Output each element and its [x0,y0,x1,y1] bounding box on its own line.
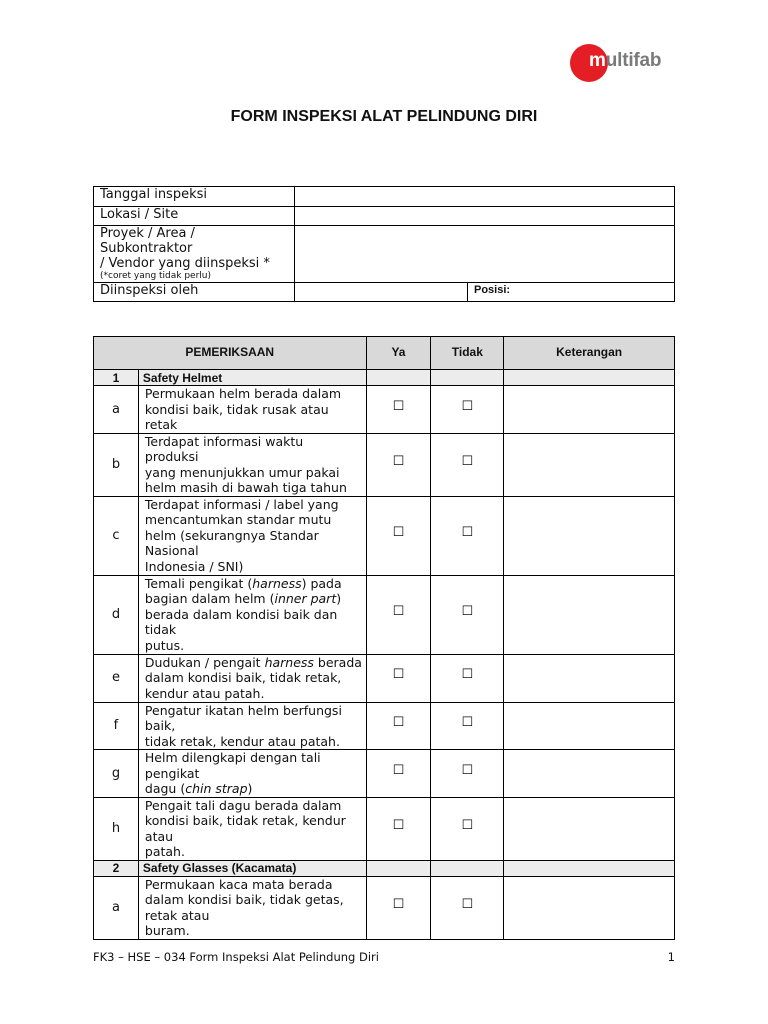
item-text: Terdapat informasi / label yang mencantumkan standar mutu helm (sekurangnya Standar Nasional Indonesia / SNI) [138,496,366,575]
item-text: Pengait tali dagu berada dalam kondisi baik, tidak retak, kendur atau patah. [138,797,366,860]
label-proyek-line2: Subkontraktor [100,241,193,256]
header-tidak: Tidak [431,337,504,370]
keterangan-cell[interactable] [504,433,675,496]
item-letter: e [94,654,139,702]
logo-text-rest: ultifab [605,50,662,71]
item-letter: d [94,575,139,654]
item-text: Permukaan helm berada dalam kondisi baik, tidak rusak atau retak [138,386,366,434]
tidak-checkbox[interactable]: ☐ [431,575,504,654]
item-letter: a [94,386,139,434]
field-diinspeksi[interactable] [295,283,468,302]
item-text: Temali pengikat (harness) pada bagian dalam helm (inner part) berada dalam kondisi baik dan tidak putus. [138,575,366,654]
label-proyek-line3: / Vendor yang diinspeksi * [100,256,270,271]
tidak-checkbox[interactable]: ☐ [431,386,504,434]
item-text: Terdapat informasi waktu produksi yang menunjukkan umur pakai helm masih di bawah tiga tahun [138,433,366,496]
logo-text [589,50,661,72]
item-letter: h [94,797,139,860]
keterangan-cell[interactable] [504,797,675,860]
ya-checkbox[interactable]: ☐ [366,750,431,798]
label-proyek-line1: Proyek / Area / [100,226,195,241]
section-title: Safety Helmet [138,370,366,386]
ya-checkbox[interactable]: ☐ [366,876,431,939]
item-letter: b [94,433,139,496]
section-row [94,860,675,876]
section-title: Safety Glasses (Kacamata) [138,860,366,876]
ya-checkbox[interactable]: ☐ [366,575,431,654]
item-letter: a [94,876,139,939]
footer-page-number: 1 [667,950,675,964]
keterangan-cell[interactable] [504,386,675,434]
logo-text-first: m [589,50,606,71]
item-letter: c [94,496,139,575]
ya-checkbox[interactable]: ☐ [366,797,431,860]
label-diinspeksi: Diinspeksi oleh [94,283,295,302]
label-lokasi: Lokasi / Site [94,207,295,226]
footer-document-code: FK3 – HSE – 034 Form Inspeksi Alat Pelindung Diri [93,950,379,964]
header-pemeriksaan: PEMERIKSAAN [94,337,367,370]
tidak-checkbox[interactable]: ☐ [431,496,504,575]
form-title: FORM INSPEKSI ALAT PELINDUNG DIRI [230,108,538,125]
table-row [94,654,675,702]
keterangan-cell[interactable] [504,876,675,939]
field-tanggal[interactable] [295,187,675,207]
table-row [94,876,675,939]
table-row [94,797,675,860]
table-row [94,496,675,575]
ya-checkbox[interactable]: ☐ [366,496,431,575]
keterangan-cell[interactable] [504,654,675,702]
ya-checkbox[interactable]: ☐ [366,433,431,496]
ya-checkbox[interactable]: ☐ [366,654,431,702]
tidak-checkbox[interactable]: ☐ [431,797,504,860]
keterangan-cell[interactable] [504,702,675,750]
keterangan-cell[interactable] [504,496,675,575]
page-footer [93,950,675,964]
item-text: Permukaan kaca mata berada dalam kondisi baik, tidak getas, retak atau buram. [138,876,366,939]
label-posisi: Posisi: [474,284,511,296]
field-posisi[interactable] [468,283,675,302]
table-row [94,386,675,434]
item-letter: g [94,750,139,798]
item-text: Dudukan / pengait harness berada dalam kondisi baik, tidak retak, kendur atau patah. [138,654,366,702]
field-lokasi[interactable] [295,207,675,226]
label-proyek-note: (*coret yang tidak perlu) [100,271,212,281]
table-row [94,433,675,496]
tidak-checkbox[interactable]: ☐ [431,702,504,750]
label-tanggal: Tanggal inspeksi [94,187,295,207]
checklist-table [93,336,675,940]
table-row [94,702,675,750]
field-proyek[interactable] [295,226,675,283]
ya-checkbox[interactable]: ☐ [366,702,431,750]
keterangan-cell[interactable] [504,750,675,798]
header-ya: Ya [366,337,431,370]
tidak-checkbox[interactable]: ☐ [431,654,504,702]
company-logo [570,43,680,83]
ya-checkbox[interactable]: ☐ [366,386,431,434]
table-row [94,575,675,654]
keterangan-cell[interactable] [504,575,675,654]
label-proyek [94,226,295,283]
item-text: Pengatur ikatan helm berfungsi baik, tidak retak, kendur atau patah. [138,702,366,750]
tidak-checkbox[interactable]: ☐ [431,876,504,939]
section-number: 2 [94,860,139,876]
item-letter: f [94,702,139,750]
header-keterangan: Keterangan [504,337,675,370]
table-row [94,750,675,798]
tidak-checkbox[interactable]: ☐ [431,750,504,798]
item-text: Helm dilengkapi dengan tali pengikat dagu (chin strap) [138,750,366,798]
section-number: 1 [94,370,139,386]
section-row [94,370,675,386]
inspection-info-table [93,186,675,302]
tidak-checkbox[interactable]: ☐ [431,433,504,496]
